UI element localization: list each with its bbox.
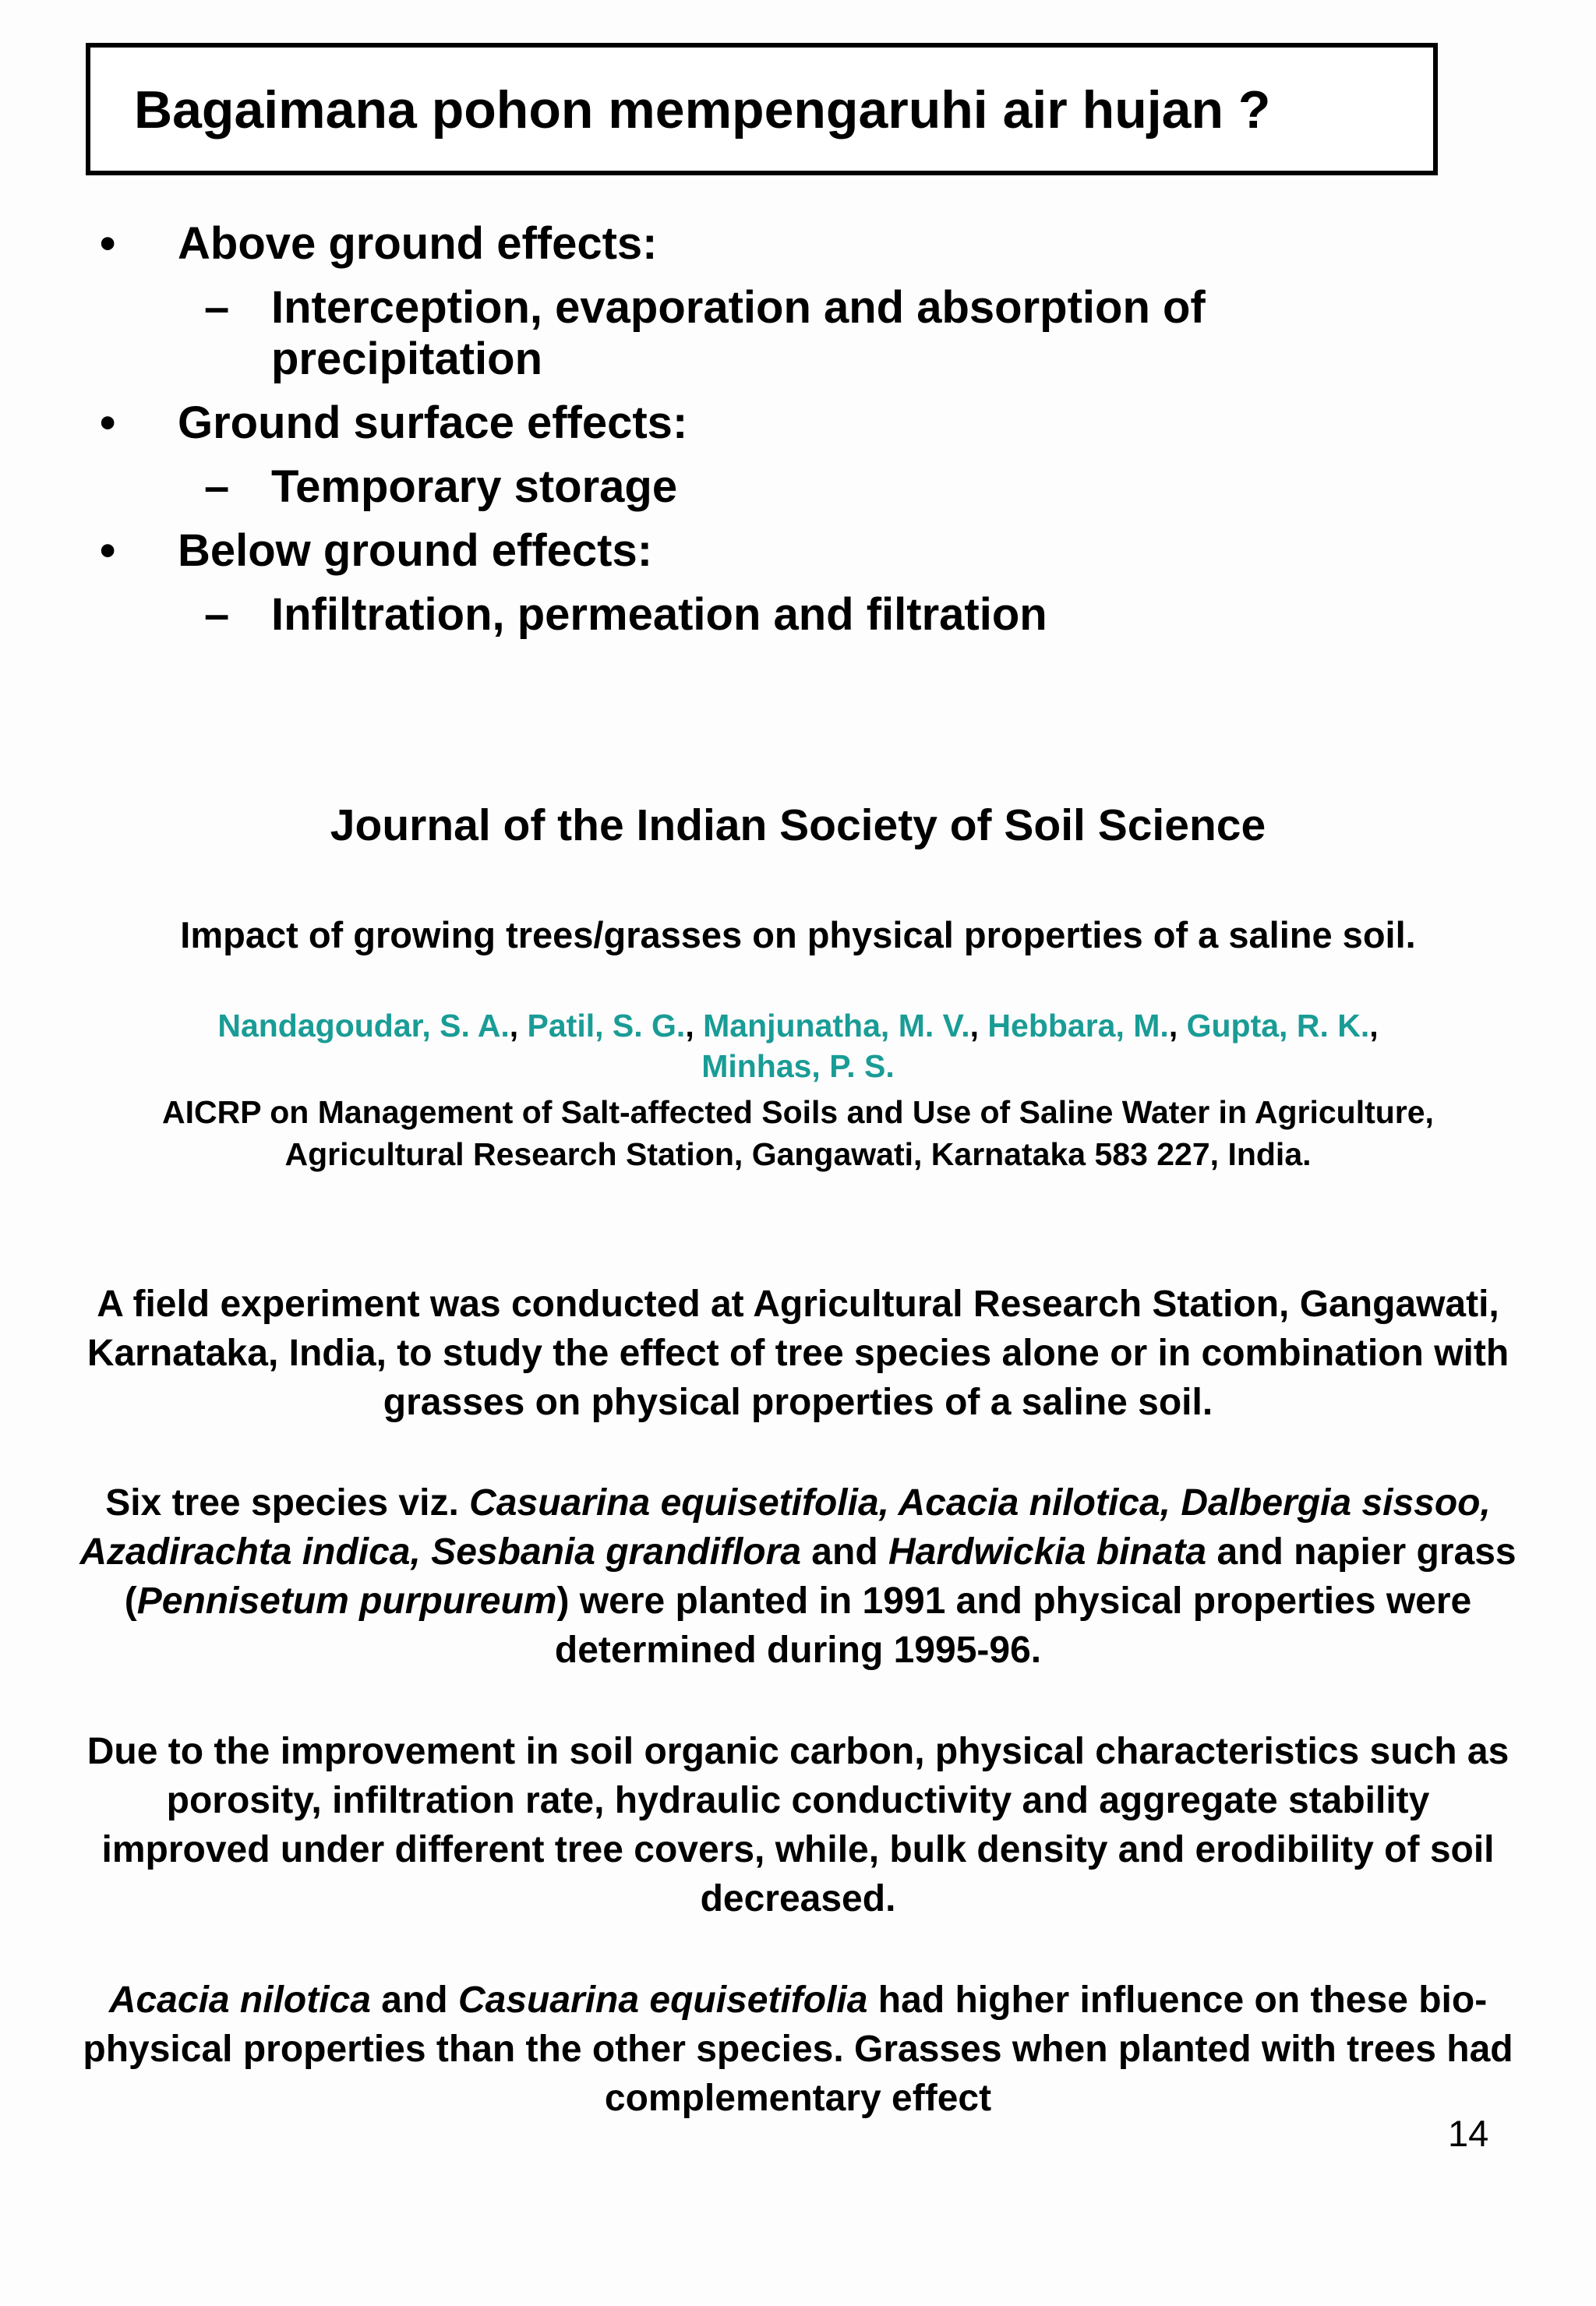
species-name: Hardwickia binata — [888, 1531, 1207, 1573]
bullet-marker: • — [100, 218, 116, 269]
author-link[interactable]: Nandagoudar, S. A. — [217, 1008, 510, 1044]
text-run: ) were planted in 1991 and physical properties were determined during 1995-96. — [554, 1580, 1472, 1671]
slide-title: Bagaimana pohon mempengaruhi air hujan ? — [134, 80, 1271, 139]
species-name: Casuarina equisetifolia — [457, 1979, 868, 2021]
author-link[interactable]: Manjunatha, M. V. — [703, 1008, 970, 1044]
abstract-paragraph — [78, 1478, 1518, 1675]
author-link[interactable]: Minhas, P. S. — [701, 1048, 895, 1084]
affiliation-line: Agricultural Research Station, Gangawati, Karnataka 583 227, India. — [284, 1136, 1312, 1172]
affiliation — [78, 1091, 1518, 1175]
bullet-item — [0, 397, 1596, 449]
article-title: Impact of growing trees/grasses on physical properties of a saline soil. — [180, 914, 1416, 955]
species-name: Casuarina equisetifolia, Acacia nilotica, Dalbergia sissoo, Azadirachta indica, Sesbania grandiflora — [79, 1482, 1491, 1573]
author-list — [78, 1005, 1518, 1086]
abstract-paragraph: Due to the improvement in soil organic carbon, physical characteristics such as porosity, infiltration rate, hydraulic conductivity and aggregate stability improved under different tree covers, while, bulk density and erodibility of soil decreased. — [87, 1731, 1509, 1919]
author-separator: , — [685, 1008, 694, 1044]
abstract-paragraph — [78, 1976, 1518, 2123]
text-run: and napier grass ( — [124, 1531, 1517, 1622]
bullet-label: Ground surface effects: — [178, 397, 688, 448]
title-box — [86, 43, 1438, 175]
dash-marker: – — [204, 461, 230, 512]
text-run: and — [370, 1979, 458, 2021]
bullet-item — [0, 218, 1596, 270]
author-link[interactable]: Patil, S. G. — [527, 1008, 686, 1044]
sub-bullet-label: Temporary storage — [271, 461, 678, 512]
bullet-marker: • — [100, 397, 116, 448]
author-link[interactable]: Hebbara, M. — [987, 1008, 1169, 1044]
author-separator: , — [1369, 1008, 1379, 1044]
author-separator: , — [969, 1008, 980, 1044]
text-run: Six tree species viz. — [105, 1482, 470, 1524]
dash-marker: – — [204, 589, 230, 640]
sub-bullet-item — [0, 461, 1362, 513]
bullet-label: Below ground effects: — [178, 525, 653, 576]
species-name: Pennisetum purpureum — [136, 1580, 557, 1622]
bullet-list — [0, 218, 1596, 653]
text-run: and — [800, 1531, 888, 1573]
page-number: 14 — [1448, 2113, 1489, 2154]
sub-bullet-label: Infiltration, permeation and filtration — [271, 589, 1047, 640]
sub-bullet-item — [0, 589, 1362, 641]
author-separator: , — [1168, 1008, 1178, 1044]
bullet-marker: • — [100, 525, 116, 576]
text-run: had higher influence on these bio-physical properties than the other species. Grasses when planted with trees had complementary effect — [83, 1979, 1513, 2119]
journal-name: Journal of the Indian Society of Soil Science — [330, 800, 1266, 850]
sub-bullet-item — [0, 282, 1362, 385]
bullet-item — [0, 525, 1596, 577]
sub-bullet-label: Interception, evaporation and absorption of precipitation — [271, 282, 1206, 384]
dash-marker: – — [204, 282, 230, 333]
author-separator: , — [509, 1008, 519, 1044]
species-name: Acacia nilotica — [108, 1979, 371, 2021]
bullet-label: Above ground effects: — [178, 218, 658, 269]
affiliation-line: AICRP on Management of Salt-affected Soils and Use of Saline Water in Agriculture, — [162, 1094, 1434, 1130]
abstract-paragraph: A field experiment was conducted at Agricultural Research Station, Gangawati, Karnataka, India, to study the effect of tree species alone or in combination with grasses on physical properties of a saline soil. — [87, 1284, 1509, 1423]
author-link[interactable]: Gupta, R. K. — [1186, 1008, 1370, 1044]
